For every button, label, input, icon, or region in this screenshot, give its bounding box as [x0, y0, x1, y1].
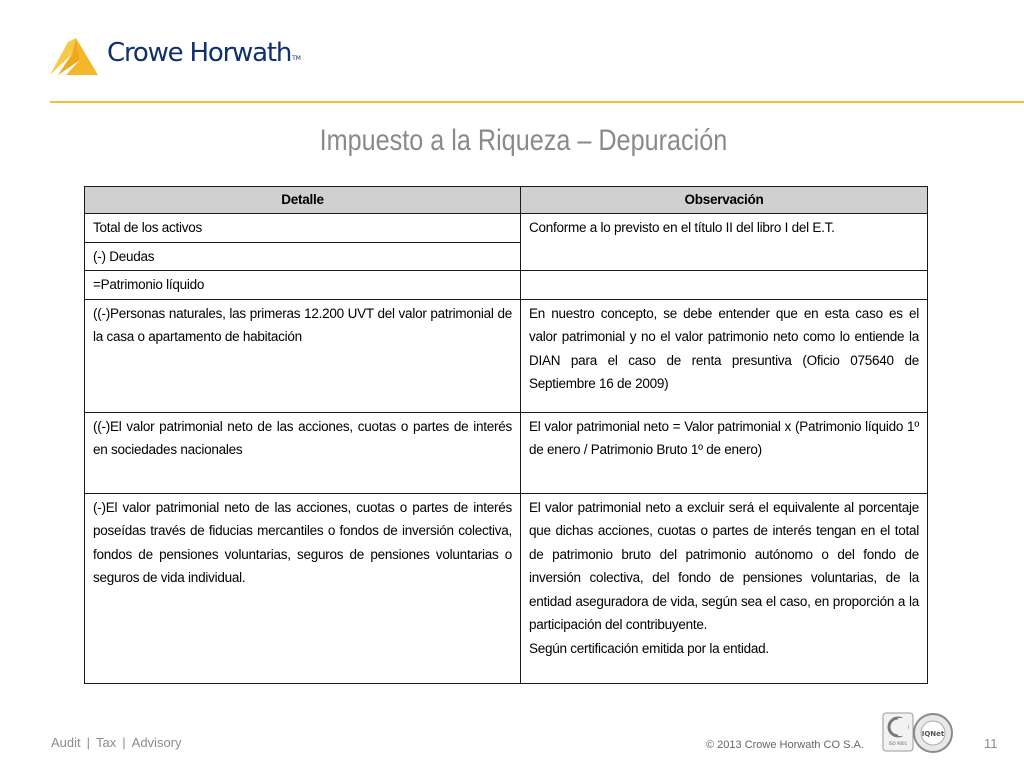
detalle-cell: (-)El valor patrimonial neto de las acciones, cuotas o partes de interés poseídas través de fiducias mercantiles o fondos de inversión colectiva, fondos de pensiones voluntarias, seguros de pensiones voluntarias o seguros de vida individual. — [85, 493, 521, 684]
certification-seal-icon — [882, 712, 914, 752]
observacion-cell: En nuestro concepto, se debe entender que en esta caso es el valor patrimonial y no el valor patrimonio neto como lo entiende la DIAN para el caso de renta presuntiva (Oficio 075640 de Septiembre 16 de 2009) — [521, 299, 928, 412]
column-header-observacion: Observación — [521, 187, 928, 214]
observacion-extra-text: Según certificación emitida por la entidad. — [529, 640, 769, 656]
detalle-cell: ((-)El valor patrimonial neto de las acciones, cuotas o partes de interés en sociedades nacionales — [85, 412, 521, 493]
cert2-label: IQNet — [921, 730, 945, 738]
observacion-cell: Conforme a lo previsto en el título II del libro I del E.T. — [521, 214, 928, 271]
observacion-cell: El valor patrimonial neto = Valor patrimonial x (Patrimonio líquido 1º de enero / Patrimonio Bruto 1º de enero) — [521, 412, 928, 493]
column-header-detalle: Detalle — [85, 187, 521, 214]
trademark-mark: TM — [292, 55, 301, 62]
table-row — [85, 214, 928, 243]
slide-title: Impuesto a la Riqueza – Depuración — [319, 124, 728, 157]
crowe-horwath-logo-mark — [50, 34, 100, 76]
table-row — [85, 412, 928, 493]
observacion-cell — [521, 493, 928, 684]
table-header-row — [85, 187, 928, 214]
detalle-cell: =Patrimonio líquido — [85, 271, 521, 300]
detalle-cell: (-) Deudas — [85, 242, 521, 271]
service-audit: Audit — [51, 735, 81, 750]
footer-separator: | — [122, 735, 126, 750]
detalle-cell: ((-)Personas naturales, las primeras 12.200 UVT del valor patrimonial de la casa o apartamento de habitación — [85, 299, 521, 412]
footer-separator: | — [86, 735, 91, 750]
brand-name-text: Crowe Horwath — [107, 38, 292, 68]
iqnet-seal-icon — [912, 712, 954, 754]
observacion-cell — [521, 271, 928, 300]
service-advisory: Advisory — [131, 735, 182, 750]
service-tax: Tax — [96, 735, 117, 750]
observacion-text: El valor patrimonial neto a excluir será el equivalente al porcentaje que dichas acciones, cuotas o partes de interés tengan en el total de patrimonio bruto del patrimonio autónomo o del fondo de inversión colectiva, del fondo de pensiones voluntarias, de la entidad aseguradora de vida, según sea el caso, en proporción a la participación del contribuyente. — [529, 499, 919, 632]
footer-copyright: © 2013 Crowe Horwath CO S.A. — [706, 739, 864, 751]
depuracion-table — [84, 186, 928, 684]
footer-services — [51, 735, 182, 750]
brand-name — [107, 38, 301, 68]
header-rule — [50, 101, 1024, 103]
table-row — [85, 271, 928, 300]
table-row — [85, 299, 928, 412]
cert1-label: ISO 9001 — [888, 741, 908, 746]
table-row — [85, 493, 928, 684]
page-number: 11 — [984, 736, 998, 751]
detalle-cell: Total de los activos — [85, 214, 521, 243]
